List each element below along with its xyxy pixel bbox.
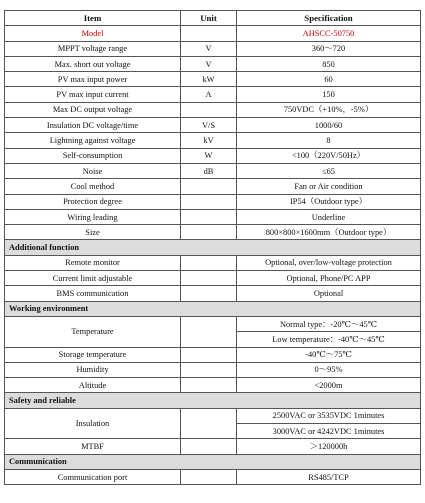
spec-value: 800×800×1600mm（Outdoor type） xyxy=(237,225,421,240)
spec-row xyxy=(5,163,421,178)
spec-item: Size xyxy=(5,225,181,240)
spec-value: ＞120000h xyxy=(237,439,421,454)
spec-unit xyxy=(181,225,237,240)
spec-value: Underline xyxy=(237,209,421,224)
spec-row-temperature xyxy=(5,316,421,331)
spec-unit: V/S xyxy=(181,118,237,133)
header-unit: Unit xyxy=(181,11,237,26)
spec-item: Temperature xyxy=(5,316,181,347)
spec-item: Wiring leading xyxy=(5,209,181,224)
header-row xyxy=(5,11,421,26)
spec-unit xyxy=(181,439,237,454)
spec-value: <2000m xyxy=(237,378,421,393)
spec-item: Max. short out voltage xyxy=(5,56,181,71)
spec-value: Optional, over/low-voltage protection xyxy=(237,255,421,270)
section-additional-function-title: Additional function xyxy=(5,240,421,255)
spec-item: Model xyxy=(5,26,181,41)
spec-value: 150 xyxy=(237,87,421,102)
spec-value: 360～720 xyxy=(237,41,421,56)
spec-value: RS485/TCP xyxy=(237,469,421,484)
spec-value: 850 xyxy=(237,56,421,71)
spec-value: Low temperature：-40℃～45℃ xyxy=(237,332,421,347)
spec-value: 750VDC（+10%，-5%） xyxy=(237,102,421,117)
spec-item: Protection degree xyxy=(5,194,181,209)
spec-value: Optional xyxy=(237,286,421,301)
spec-row xyxy=(5,118,421,133)
spec-item: Insulation xyxy=(5,408,181,439)
spec-unit xyxy=(181,194,237,209)
spec-row xyxy=(5,194,421,209)
spec-value: 2500VAC or 3535VDC 1minutes xyxy=(237,408,421,423)
spec-row xyxy=(5,271,421,286)
spec-value: 8 xyxy=(237,133,421,148)
spec-unit: W xyxy=(181,148,237,163)
spec-row xyxy=(5,362,421,377)
spec-row xyxy=(5,209,421,224)
spec-item: Altitude xyxy=(5,378,181,393)
section-communication-title: Communication xyxy=(5,454,421,469)
spec-unit xyxy=(181,26,237,41)
section-safety-reliable-title: Safety and reliable xyxy=(5,393,421,408)
spec-row xyxy=(5,26,421,41)
spec-unit xyxy=(181,408,237,439)
spec-row-mtbf xyxy=(5,439,421,454)
section-safety-reliable xyxy=(5,393,421,408)
spec-unit xyxy=(181,179,237,194)
spec-row xyxy=(5,179,421,194)
spec-value: -40℃～75℃ xyxy=(237,347,421,362)
spec-row xyxy=(5,133,421,148)
section-working-environment xyxy=(5,301,421,316)
spec-item: Remote monitor xyxy=(5,255,181,270)
spec-unit xyxy=(181,316,237,347)
spec-row xyxy=(5,255,421,270)
spec-row xyxy=(5,347,421,362)
spec-unit: kW xyxy=(181,72,237,87)
spec-value: ≤65 xyxy=(237,163,421,178)
spec-unit xyxy=(181,347,237,362)
spec-value: 0～95% xyxy=(237,362,421,377)
spec-row xyxy=(5,56,421,71)
specification-table xyxy=(4,10,421,485)
spec-table-body xyxy=(5,11,421,485)
spec-unit: kV xyxy=(181,133,237,148)
spec-row-insulation xyxy=(5,408,421,423)
spec-item: Current limit adjustable xyxy=(5,271,181,286)
spec-item: MPPT voltage range xyxy=(5,41,181,56)
spec-row xyxy=(5,87,421,102)
spec-value: 60 xyxy=(237,72,421,87)
spec-value: 1000/60 xyxy=(237,118,421,133)
spec-row xyxy=(5,41,421,56)
spec-item: Insulation DC voltage/time xyxy=(5,118,181,133)
section-working-environment-title: Working environment xyxy=(5,301,421,316)
spec-row xyxy=(5,225,421,240)
spec-unit xyxy=(181,286,237,301)
spec-item: Cool method xyxy=(5,179,181,194)
spec-item: BMS communication xyxy=(5,286,181,301)
spec-unit: V xyxy=(181,56,237,71)
spec-unit: V xyxy=(181,41,237,56)
section-communication xyxy=(5,454,421,469)
spec-row xyxy=(5,378,421,393)
spec-unit xyxy=(181,378,237,393)
spec-row xyxy=(5,102,421,117)
spec-row xyxy=(5,148,421,163)
spec-item: Storage temperature xyxy=(5,347,181,362)
spec-item: PV max input current xyxy=(5,87,181,102)
spec-unit xyxy=(181,209,237,224)
spec-item: MTBF xyxy=(5,439,181,454)
spec-unit: dB xyxy=(181,163,237,178)
spec-item: Communication port xyxy=(5,469,181,484)
spec-item: Lightning against voltage xyxy=(5,133,181,148)
spec-item: Self-consumption xyxy=(5,148,181,163)
spec-value: Normal type：-20℃～45℃ xyxy=(237,316,421,331)
header-spec: Specification xyxy=(237,11,421,26)
spec-item: PV max input power xyxy=(5,72,181,87)
header-item: Item xyxy=(5,11,181,26)
spec-row xyxy=(5,72,421,87)
spec-value: AHSCC-50750 xyxy=(237,26,421,41)
spec-row xyxy=(5,286,421,301)
spec-unit: A xyxy=(181,87,237,102)
spec-row-comm xyxy=(5,469,421,484)
spec-value: Optional, Phone/PC APP xyxy=(237,271,421,286)
spec-unit xyxy=(181,255,237,270)
spec-value: 3000VAC or 4242VDC 1minutes xyxy=(237,424,421,439)
spec-table-container xyxy=(4,10,420,485)
spec-unit xyxy=(181,102,237,117)
spec-item: Max DC output voltage xyxy=(5,102,181,117)
spec-value: <100（220V/50Hz） xyxy=(237,148,421,163)
spec-unit xyxy=(181,271,237,286)
spec-value: IP54（Outdoor type） xyxy=(237,194,421,209)
spec-unit xyxy=(181,362,237,377)
spec-value: Fan or Air condition xyxy=(237,179,421,194)
spec-unit xyxy=(181,469,237,484)
spec-item: Humidity xyxy=(5,362,181,377)
spec-item: Noise xyxy=(5,163,181,178)
section-additional-function xyxy=(5,240,421,255)
